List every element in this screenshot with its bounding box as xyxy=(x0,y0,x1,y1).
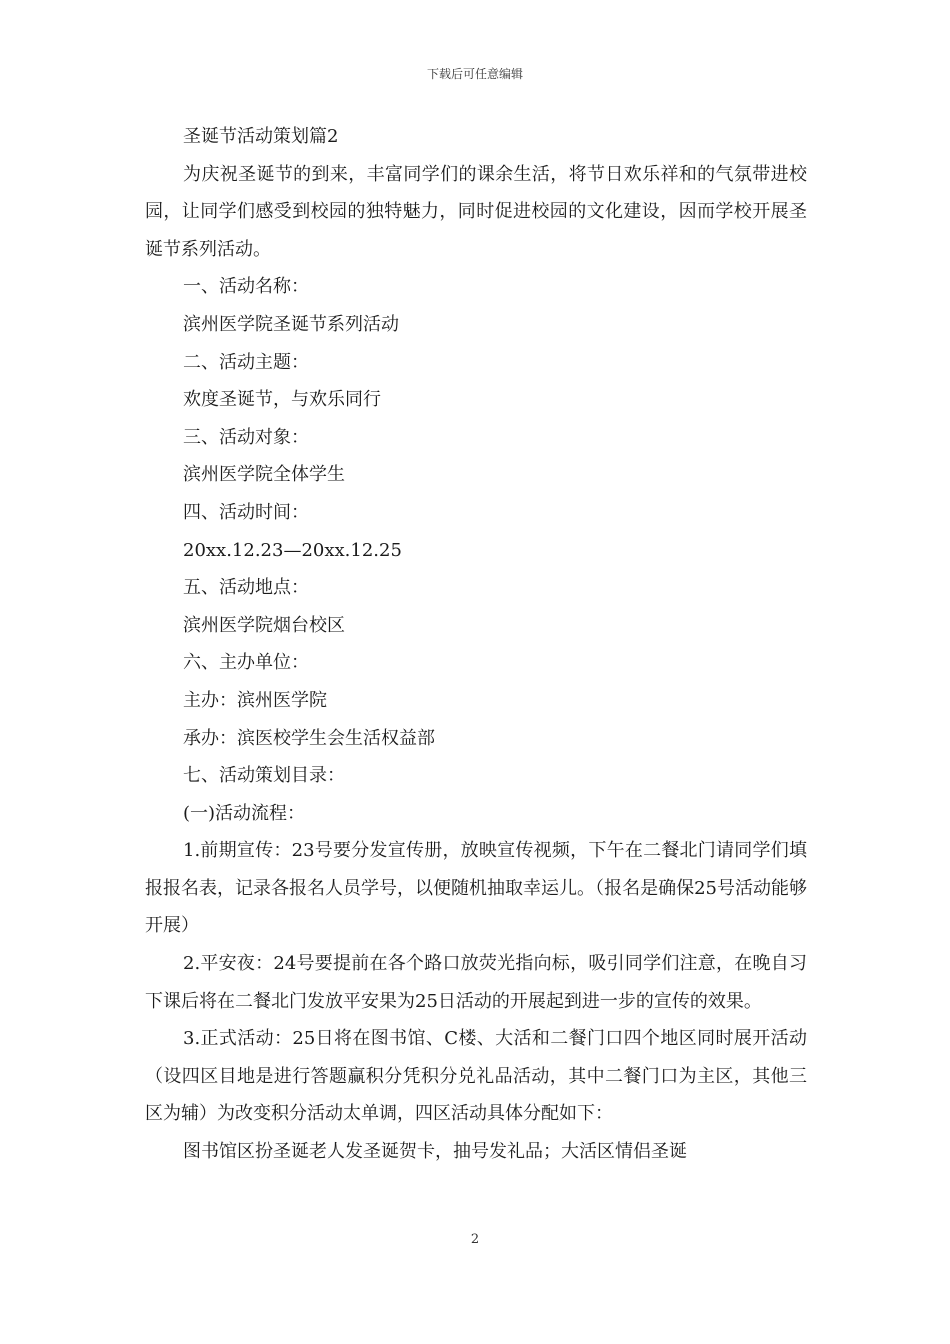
activity-name-value: 滨州医学院圣诞节系列活动 xyxy=(183,313,399,335)
heading-activity-audience: 三、活动对象： xyxy=(183,426,309,448)
intro-paragraph: 为庆祝圣诞节的到来，丰富同学们的课余生活，将节日欢乐祥和的气氛带进校园，让同学们感受到校园的独特魅力，同时促进校园的文化建设，因而学校开展圣诞节系列活动。 xyxy=(145,163,807,260)
flow-step-christmas-eve: 2.平安夜：24号要提前在各个路口放荧光指向标，吸引同学们注意，在晚自习下课后将在二餐北门发放平安果为25日活动的开展起到进一步的宣传的效果。 xyxy=(145,953,807,1012)
heading-activity-time: 四、活动时间： xyxy=(183,501,309,523)
activity-location-value: 滨州医学院烟台校区 xyxy=(183,614,345,636)
document-body xyxy=(145,118,807,1171)
heading-organizers: 六、主办单位： xyxy=(183,652,309,674)
flow-step-main-event: 3.正式活动：25日将在图书馆、C楼、大活和二餐门口四个地区同时展开活动（设四区目地是进行答题赢积分凭积分兑礼品活动，其中二餐门口为主区，其他三区为辅）为改变积分活动太单调，四区活动具体分配如下： xyxy=(145,1028,807,1125)
activity-theme-value: 欢度圣诞节，与欢乐同行 xyxy=(183,389,381,411)
zone-allocation-paragraph: 图书馆区扮圣诞老人发圣诞贺卡，抽号发礼品；大活区情侣圣诞 xyxy=(183,1141,687,1163)
organizer-undertaker: 承办：滨医校学生会生活权益部 xyxy=(183,727,435,749)
heading-activity-name: 一、活动名称： xyxy=(183,276,309,298)
activity-time-value: 20xx.12.23—20xx.12.25 xyxy=(183,539,402,561)
organizer-host: 主办：滨州医学院 xyxy=(183,689,327,711)
page-footer xyxy=(0,1232,950,1248)
flow-step-publicity: 1.前期宣传：23号要分发宣传册，放映宣传视频，下午在二餐北门请同学们填报报名表，记录各报名人员学号，以便随机抽取幸运儿。（报名是确保25号活动能够开展） xyxy=(145,840,807,937)
section-title: 圣诞节活动策划篇2 xyxy=(183,126,339,147)
page-number: 2 xyxy=(470,1232,480,1247)
heading-activity-theme: 二、活动主题： xyxy=(183,351,309,373)
heading-plan-contents: 七、活动策划目录： xyxy=(183,765,345,787)
page-header xyxy=(0,66,950,82)
header-note: 下载后可任意编辑 xyxy=(426,67,523,81)
subheading-activity-flow: (一)活动流程： xyxy=(183,802,306,824)
activity-audience-value: 滨州医学院全体学生 xyxy=(183,464,345,486)
heading-activity-location: 五、活动地点： xyxy=(183,577,309,599)
